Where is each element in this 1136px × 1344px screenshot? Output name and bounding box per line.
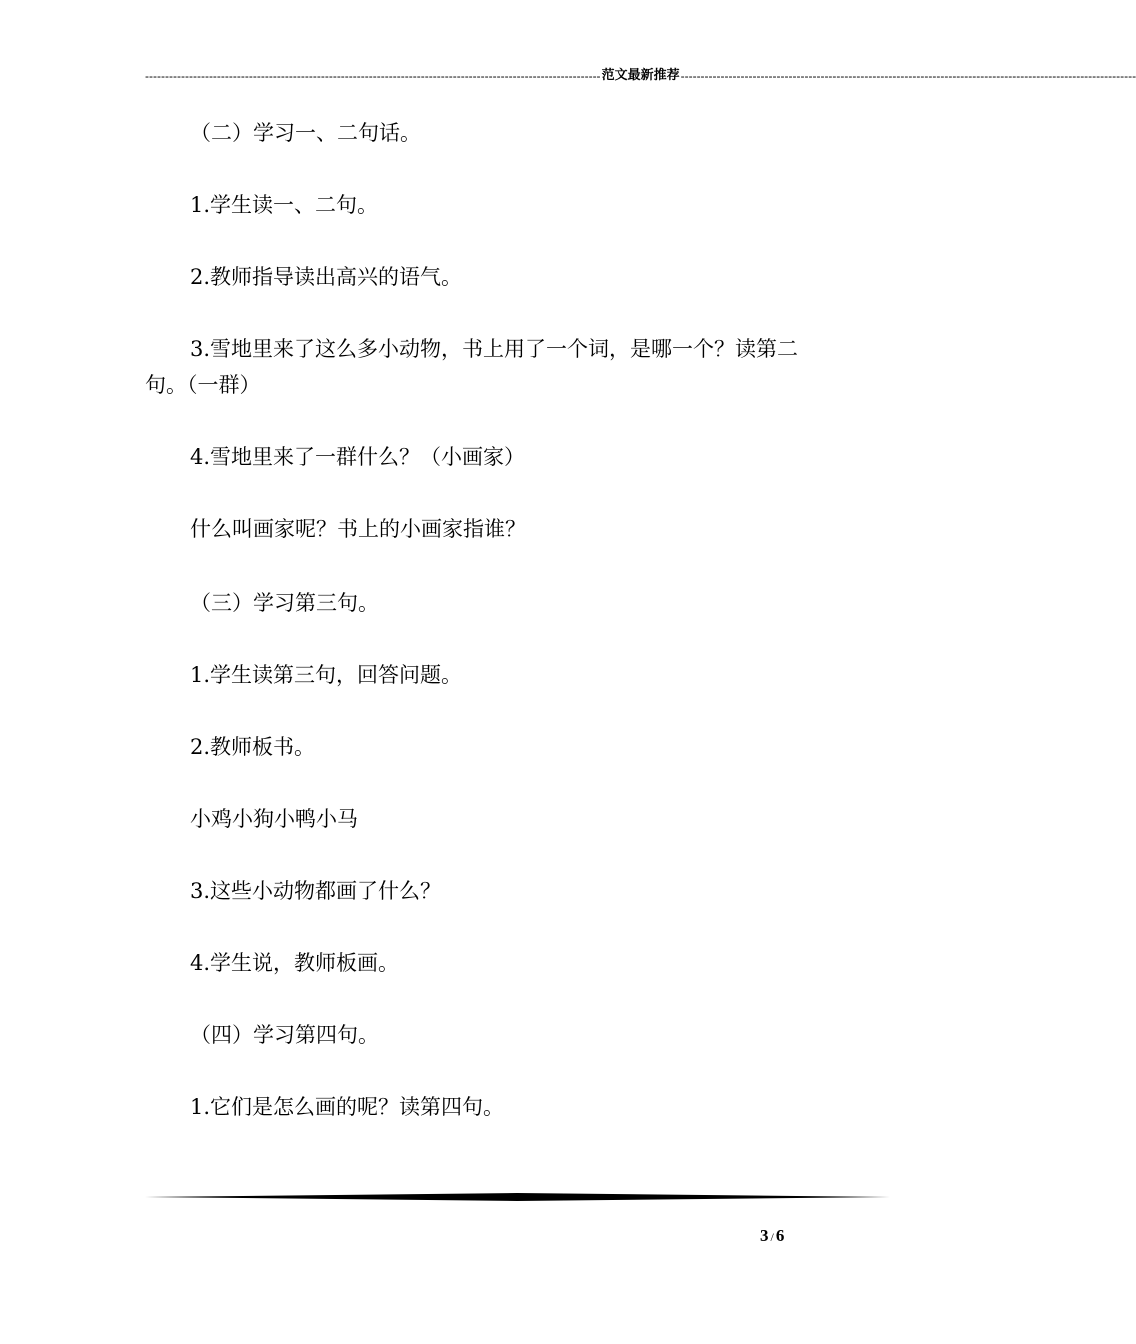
section-heading-4: （四）学习第四句。 <box>190 1023 379 1047</box>
paragraph: 1.学生读一、二句。 <box>190 193 379 217</box>
paragraph: 3.这些小动物都画了什么？ <box>190 879 442 903</box>
paragraph: 4.雪地里来了一群什么？（小画家） <box>190 445 526 469</box>
paragraph: 什么叫画家呢？书上的小画家指谁？ <box>190 517 526 541</box>
header-title: 范文最新推荐 <box>601 68 680 83</box>
paragraph: 1.它们是怎么画的呢？读第四句。 <box>190 1095 505 1119</box>
footer-divider <box>145 1192 890 1202</box>
header-dashes-left: ------------------------------------------------------------------------------------------------------------------ <box>145 69 601 83</box>
paragraph: 2.教师板书。 <box>190 735 316 759</box>
total-pages: 6 <box>775 1226 785 1245</box>
page-separator: / <box>770 1230 774 1244</box>
paragraph-wrapped: 3.雪地里来了这么多小动物，书上用了一个词，是哪一个？读第二句。（一群） <box>145 337 799 397</box>
page-header <box>145 66 1136 86</box>
header-dashes-right: ------------------------------------------------------------------------------------------------------------------ <box>680 69 1136 83</box>
current-page: 3 <box>760 1226 769 1245</box>
paragraph: 2.教师指导读出高兴的语气。 <box>190 265 463 289</box>
paragraph: 4.学生说，教师板画。 <box>190 951 400 975</box>
section-heading-3: （三）学习第三句。 <box>190 591 379 615</box>
blackboard-text: 小鸡小狗小鸭小马 <box>190 807 358 831</box>
page-number <box>760 1226 820 1246</box>
section-heading-2: （二）学习一、二句话。 <box>190 121 421 145</box>
paragraph: 1.学生读第三句，回答问题。 <box>190 663 463 687</box>
